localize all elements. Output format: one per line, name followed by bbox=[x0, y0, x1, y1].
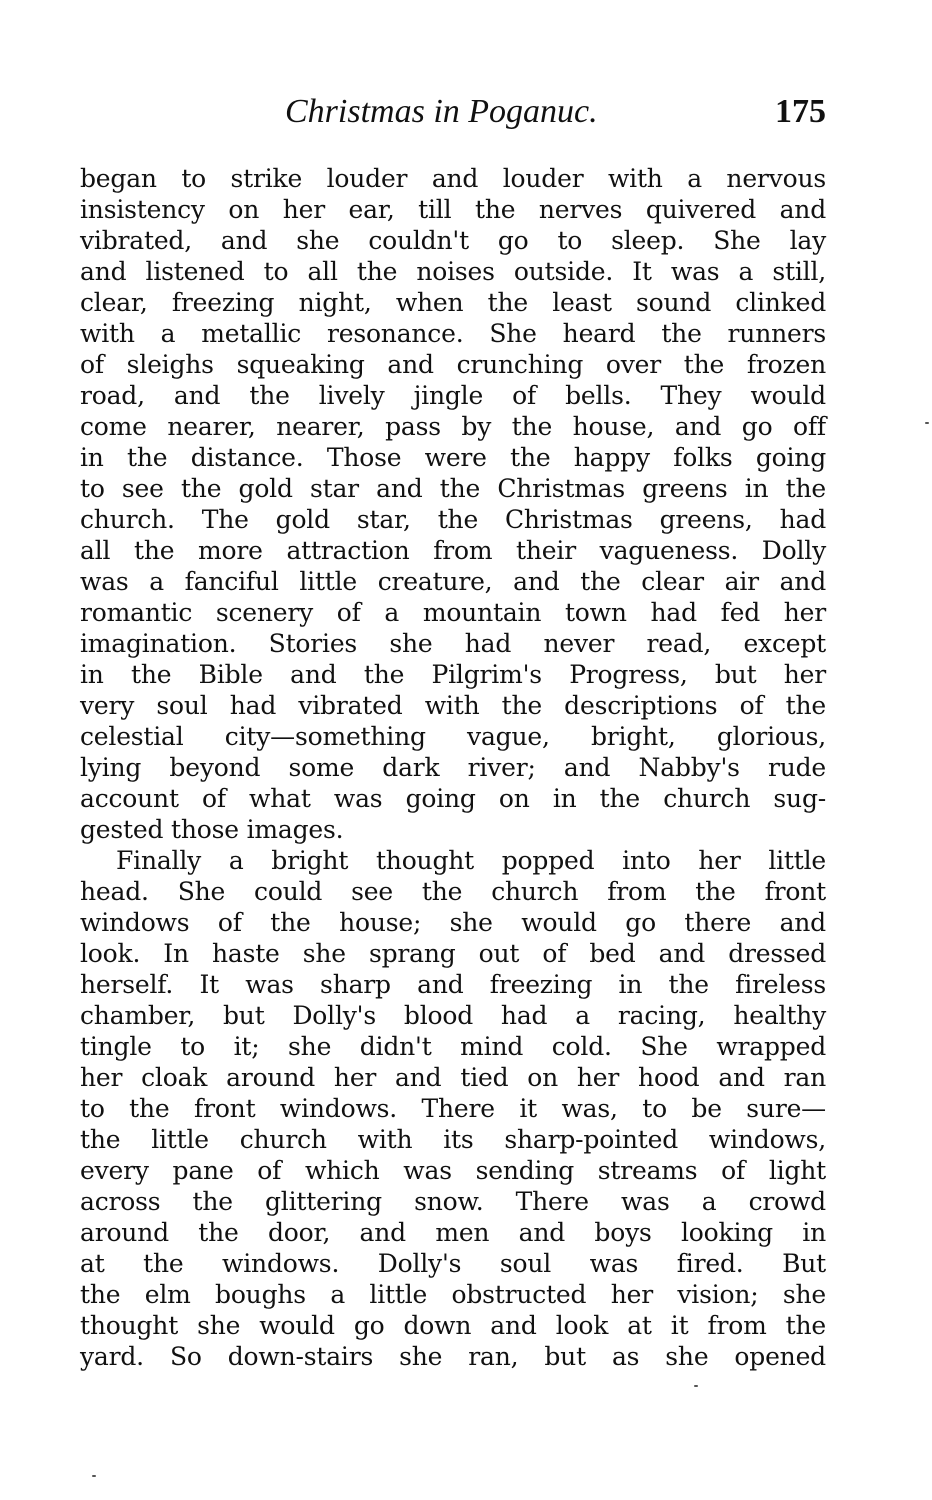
scan-speck bbox=[92, 1475, 96, 1477]
text-line: church. The gold star, the Christmas greens, had bbox=[80, 505, 826, 534]
running-title: Christmas in Poganuc. bbox=[285, 93, 598, 130]
text-line: vibrated, and she couldn't go to sleep. She lay bbox=[80, 226, 826, 255]
text-line: across the glittering snow. There was a crowd bbox=[80, 1187, 826, 1216]
text-line: to see the gold star and the Christmas greens in the bbox=[80, 474, 826, 503]
text-line: road, and the lively jingle of bells. They would bbox=[80, 381, 826, 410]
text-line: account of what was going on in the church sug- bbox=[80, 784, 826, 813]
text-line: head. She could see the church from the front bbox=[80, 877, 826, 906]
text-line: in the distance. Those were the happy folks going bbox=[80, 443, 826, 472]
page-header bbox=[80, 92, 826, 132]
page-number: 175 bbox=[775, 93, 826, 130]
text-line: windows of the house; she would go there and bbox=[80, 908, 826, 937]
text-line: very soul had vibrated with the descriptions of the bbox=[80, 691, 826, 720]
text-line: to the front windows. There it was, to be sure— bbox=[80, 1094, 826, 1123]
text-line: chamber, but Dolly's blood had a racing, healthy bbox=[80, 1001, 826, 1030]
text-line: and listened to all the noises outside. It was a still, bbox=[80, 257, 826, 286]
text-line: insistency on her ear, till the nerves quivered and bbox=[80, 195, 826, 224]
text-line: clear, freezing night, when the least sound clinked bbox=[80, 288, 826, 317]
text-line: yard. So down-stairs she ran, but as she opened bbox=[80, 1342, 826, 1371]
text-line: with a metallic resonance. She heard the runners bbox=[80, 319, 826, 348]
text-line: lying beyond some dark river; and Nabby's rude bbox=[80, 753, 826, 782]
body-text bbox=[80, 163, 826, 1372]
scan-speck bbox=[694, 1385, 698, 1387]
text-line: look. In haste she sprang out of bed and dressed bbox=[80, 939, 826, 968]
text-line: began to strike louder and louder with a nervous bbox=[80, 164, 826, 193]
text-line: of sleighs squeaking and crunching over the frozen bbox=[80, 350, 826, 379]
text-line: every pane of which was sending streams of light bbox=[80, 1156, 826, 1185]
text-line: herself. It was sharp and freezing in the fireless bbox=[80, 970, 826, 999]
text-line: her cloak around her and tied on her hood and ran bbox=[80, 1063, 826, 1092]
text-line: come nearer, nearer, pass by the house, and go off bbox=[80, 412, 826, 441]
text-line: celestial city—something vague, bright, glorious, bbox=[80, 722, 826, 751]
text-line: around the door, and men and boys looking in bbox=[80, 1218, 826, 1247]
text-line: the little church with its sharp-pointed windows, bbox=[80, 1125, 826, 1154]
text-line: thought she would go down and look at it from the bbox=[80, 1311, 826, 1340]
scan-speck bbox=[925, 422, 929, 424]
text-line: was a fanciful little creature, and the clear air and bbox=[80, 567, 826, 596]
text-line: imagination. Stories she had never read, except bbox=[80, 629, 826, 658]
text-line: tingle to it; she didn't mind cold. She wrapped bbox=[80, 1032, 826, 1061]
text-line: gested those images. bbox=[80, 815, 344, 844]
text-line: all the more attraction from their vagueness. Dolly bbox=[80, 536, 826, 565]
text-line: Finally a bright thought popped into her little bbox=[116, 846, 826, 875]
text-line: in the Bible and the Pilgrim's Progress, but her bbox=[80, 660, 826, 689]
text-line: at the windows. Dolly's soul was fired. But bbox=[80, 1249, 826, 1278]
text-line: the elm boughs a little obstructed her vision; she bbox=[80, 1280, 826, 1309]
text-line: romantic scenery of a mountain town had fed her bbox=[80, 598, 826, 627]
